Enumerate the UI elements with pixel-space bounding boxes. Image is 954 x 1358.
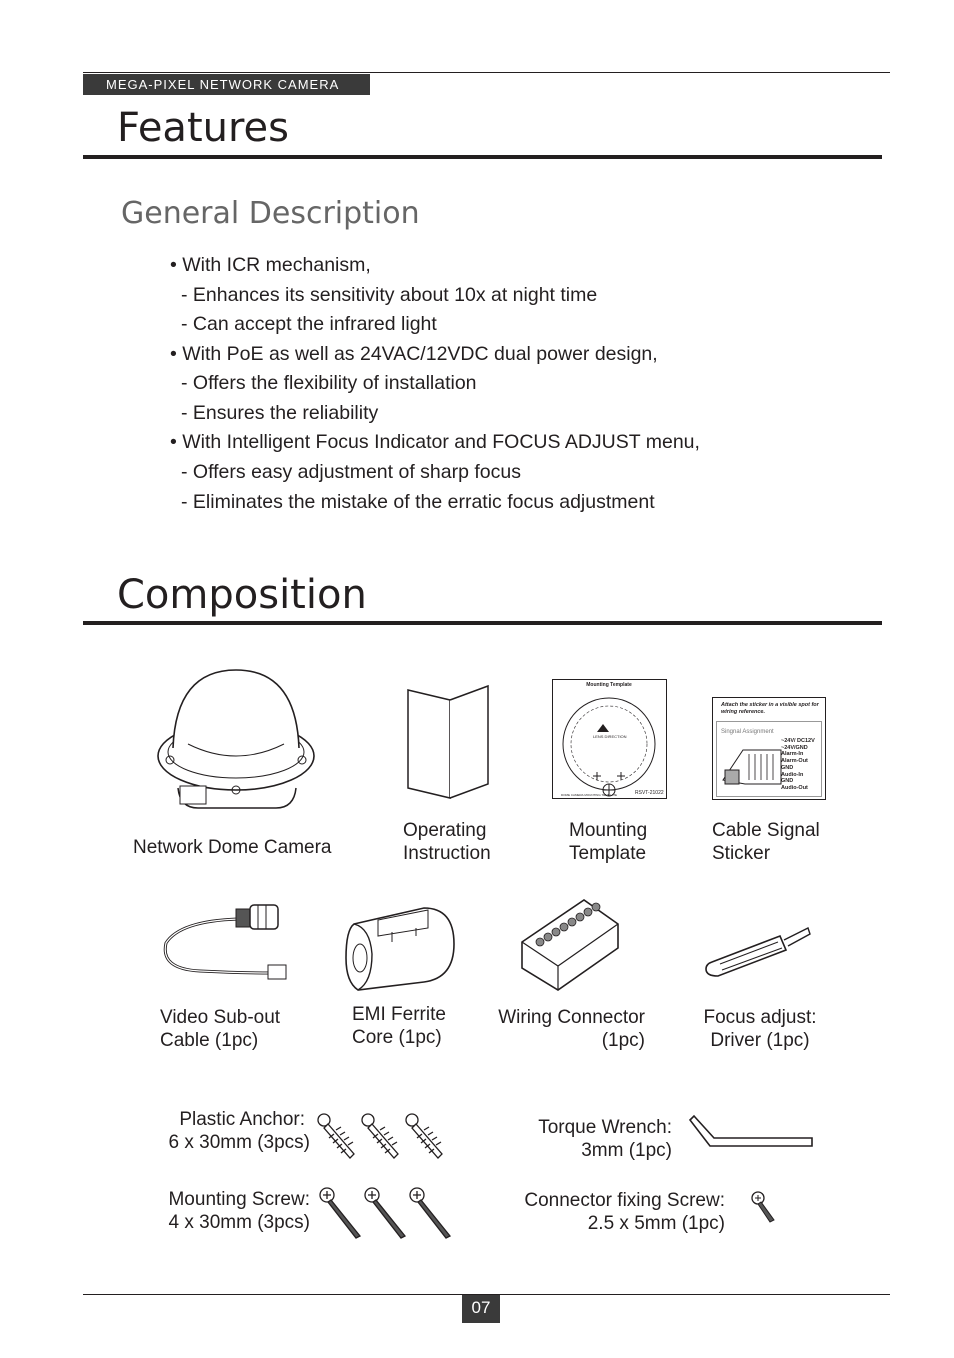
- manual-illustration: [406, 684, 492, 800]
- features-rule: [83, 155, 882, 159]
- caption-wrench-1: Torque Wrench:: [538, 1117, 672, 1138]
- features-title: Features: [117, 105, 289, 151]
- caption-driver-2: Driver (1pc): [710, 1030, 810, 1051]
- general-description-title: General Description: [121, 196, 420, 231]
- dome-camera-illustration: [158, 668, 318, 813]
- caption-video-2: Cable (1pc): [160, 1030, 259, 1051]
- caption-wiring-1: Wiring Connector: [498, 1007, 645, 1028]
- sticker-pin: Alarm-Out: [781, 758, 808, 765]
- caption-wrench-2: 3mm (1pc): [581, 1140, 672, 1161]
- caption-video-1: Video Sub-out: [160, 1007, 281, 1028]
- feature-line: • With Intelligent Focus Indicator and FOCUS ADJUST menu,: [170, 431, 700, 453]
- ferrite-core-illustration: [342, 902, 456, 992]
- sticker-pin: GND: [781, 764, 794, 771]
- top-rule: [83, 72, 890, 73]
- sticker-pin: Alarm-In: [781, 751, 804, 758]
- focus-driver-illustration: [704, 922, 814, 982]
- caption-conn-screw-1: Connector fixing Screw:: [524, 1190, 725, 1211]
- sticker-pin: GND: [781, 778, 794, 785]
- caption-anchor-1: Plastic Anchor:: [179, 1109, 305, 1130]
- caption-sticker-1: Cable Signal: [712, 820, 820, 841]
- wiring-connector-illustration: [518, 896, 622, 992]
- feature-line: - Eliminates the mistake of the erratic focus adjustment: [181, 491, 655, 513]
- feature-line: • With PoE as well as 24VAC/12VDC dual power design,: [170, 343, 658, 365]
- composition-title: Composition: [117, 572, 367, 618]
- template-arrow-text: LENS DIRECTION: [593, 734, 627, 739]
- caption-screw-2: 4 x 30mm (3pcs): [168, 1212, 310, 1233]
- sticker-heading: Singnal Assignment: [721, 729, 774, 735]
- plastic-anchor-illustration: [316, 1110, 450, 1162]
- feature-line: - Offers easy adjustment of sharp focus: [181, 461, 521, 483]
- page-number: 07: [462, 1295, 500, 1323]
- sticker-note: Attach the sticker in a visible spot for wiring reference.: [721, 702, 819, 715]
- feature-line: - Ensures the reliability: [181, 402, 379, 424]
- sticker-pin: ~24V/ DC12V: [781, 738, 815, 744]
- torque-wrench-illustration: [688, 1114, 816, 1154]
- header-tag: MEGA-PIXEL NETWORK CAMERA: [83, 74, 370, 95]
- caption-screw-1: Mounting Screw:: [168, 1189, 310, 1210]
- template-title: Mounting Template: [586, 682, 632, 688]
- template-footer: DOME CAMERA MOUNTING TEMPLATE: [561, 793, 618, 797]
- feature-line: - Can accept the infrared light: [181, 313, 437, 335]
- caption-camera: Network Dome Camera: [133, 837, 332, 858]
- signal-sticker-illustration: [712, 697, 826, 800]
- composition-rule: [83, 621, 882, 625]
- caption-template-2: Template: [569, 843, 647, 864]
- sticker-pins: [781, 738, 815, 792]
- template-code: RSVT-21022: [635, 790, 664, 796]
- mounting-screw-illustration: [318, 1186, 454, 1242]
- video-cable-illustration: [160, 903, 290, 983]
- caption-driver-1: Focus adjust:: [703, 1007, 817, 1028]
- sticker-pin: ~24V/GND: [781, 744, 808, 751]
- caption-anchor-2: 6 x 30mm (3pcs): [168, 1132, 310, 1153]
- caption-conn-screw-2: 2.5 x 5mm (1pc): [587, 1213, 725, 1234]
- caption-manual-2: Instruction: [403, 843, 491, 864]
- feature-line: - Offers the flexibility of installation: [181, 372, 477, 394]
- feature-line: • With ICR mechanism,: [170, 254, 371, 276]
- caption-sticker-2: Sticker: [712, 843, 771, 864]
- caption-ferrite-1: EMI Ferrite: [352, 1004, 446, 1025]
- feature-line: - Enhances its sensitivity about 10x at night time: [181, 284, 598, 306]
- mounting-template-illustration: [552, 679, 667, 799]
- sticker-pin: Audio-In: [781, 771, 804, 778]
- sticker-pin: Audio-Out: [781, 784, 808, 791]
- caption-wiring-2: (1pc): [601, 1030, 645, 1051]
- caption-manual-1: Operating: [403, 820, 487, 841]
- caption-template-1: Mounting: [569, 820, 648, 841]
- caption-ferrite-2: Core (1pc): [352, 1027, 442, 1048]
- connector-screw-illustration: [750, 1190, 778, 1224]
